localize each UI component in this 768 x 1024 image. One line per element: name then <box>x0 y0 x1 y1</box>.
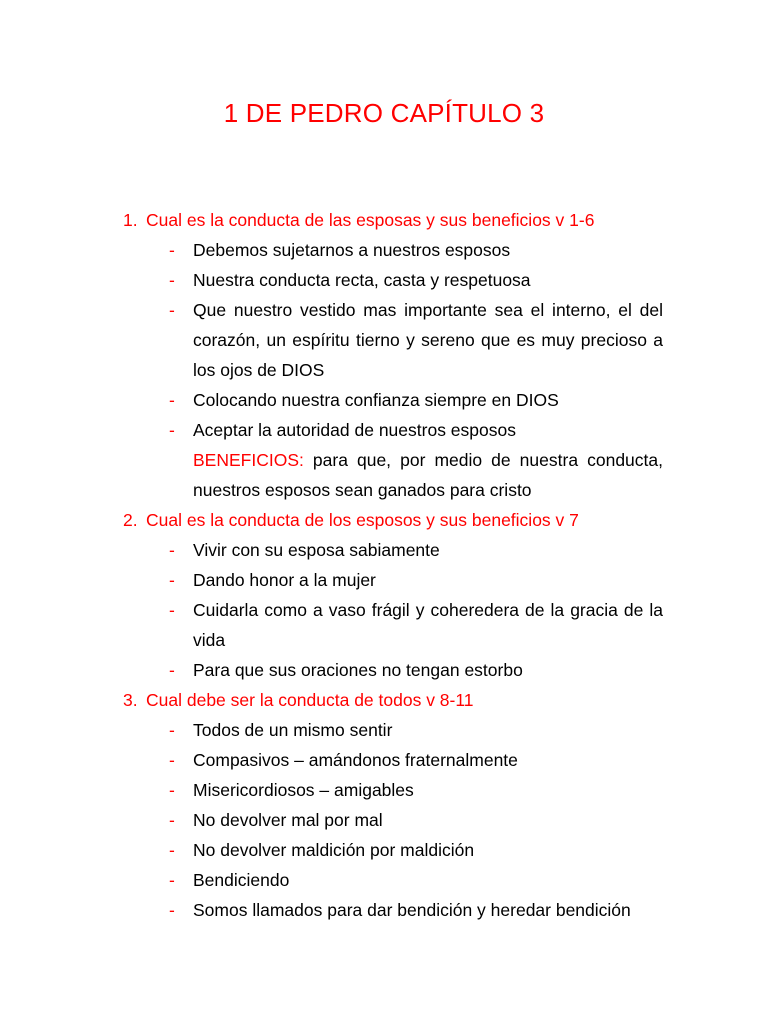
bullet-dash: - <box>169 720 175 740</box>
bullet-dash: - <box>169 300 175 320</box>
list-item <box>123 295 663 385</box>
benefits-text: para que, por medio de nuestra conducta, nuestros esposos sean ganados para cristo <box>193 450 663 500</box>
list-item-text: Debemos sujetarnos a nuestros esposos <box>193 240 511 260</box>
bullet-dash: - <box>169 240 175 260</box>
section-heading <box>123 685 663 715</box>
section-2 <box>123 505 663 685</box>
section-number: 2. <box>123 510 138 530</box>
bullet-dash: - <box>169 390 175 410</box>
bullet-dash: - <box>169 600 175 620</box>
list-item <box>123 835 663 865</box>
section-heading <box>123 505 663 535</box>
list-item <box>123 865 663 895</box>
bullet-dash: - <box>169 270 175 290</box>
list-item-text: No devolver maldición por maldición <box>193 840 475 860</box>
list-item-text: Misericordiosos – amigables <box>193 780 414 800</box>
list-item-text: Para que sus oraciones no tengan estorbo <box>193 660 523 680</box>
list-item-text: Aceptar la autoridad de nuestros esposos <box>193 420 516 440</box>
list-item <box>123 535 663 565</box>
list-item <box>123 715 663 745</box>
list-item-text: No devolver mal por mal <box>193 810 383 830</box>
list-item <box>123 775 663 805</box>
list-item <box>123 235 663 265</box>
list-item <box>123 655 663 685</box>
bullet-dash: - <box>169 810 175 830</box>
section-number: 1. <box>123 210 138 230</box>
section-3 <box>123 685 663 925</box>
benefits-paragraph <box>123 445 663 505</box>
bullet-list <box>123 235 663 445</box>
bullet-list <box>123 715 663 925</box>
list-item <box>123 745 663 775</box>
bullet-dash: - <box>169 420 175 440</box>
bullet-dash: - <box>169 660 175 680</box>
bullet-dash: - <box>169 780 175 800</box>
list-item-text: Vivir con su esposa sabiamente <box>193 540 440 560</box>
list-item <box>123 415 663 445</box>
list-item-text: Compasivos – amándonos fraternalmente <box>193 750 518 770</box>
bullet-dash: - <box>169 540 175 560</box>
bullet-dash: - <box>169 750 175 770</box>
bullet-dash: - <box>169 870 175 890</box>
list-item <box>123 565 663 595</box>
list-item <box>123 595 663 655</box>
list-item-text: Que nuestro vestido mas importante sea el interno, el del corazón, un espíritu tierno y sereno que es muy precioso a los ojos de DIOS <box>193 300 663 380</box>
bullet-dash: - <box>169 900 175 920</box>
bullet-dash: - <box>169 840 175 860</box>
list-item <box>123 385 663 415</box>
list-item <box>123 265 663 295</box>
document-content <box>123 205 663 925</box>
section-heading-text: Cual debe ser la conducta de todos v 8-11 <box>146 690 474 710</box>
list-item-text: Somos llamados para dar bendición y heredar bendición <box>193 900 631 920</box>
benefits-label: BENEFICIOS: <box>193 450 304 470</box>
bullet-list <box>123 535 663 685</box>
list-item-text: Todos de un mismo sentir <box>193 720 393 740</box>
section-heading-text: Cual es la conducta de las esposas y sus beneficios v 1-6 <box>146 210 595 230</box>
bullet-dash: - <box>169 570 175 590</box>
document-title: 1 DE PEDRO CAPÍTULO 3 <box>223 98 545 128</box>
section-heading <box>123 205 663 235</box>
list-item-text: Cuidarla como a vaso frágil y coheredera de la gracia de la vida <box>193 600 663 650</box>
list-item-text: Colocando nuestra confianza siempre en DIOS <box>193 390 559 410</box>
list-item <box>123 895 663 925</box>
section-number: 3. <box>123 690 138 710</box>
list-item <box>123 805 663 835</box>
section-1 <box>123 205 663 505</box>
list-item-text: Bendiciendo <box>193 870 290 890</box>
section-heading-text: Cual es la conducta de los esposos y sus beneficios v 7 <box>146 510 579 530</box>
list-item-text: Nuestra conducta recta, casta y respetuosa <box>193 270 531 290</box>
list-item-text: Dando honor a la mujer <box>193 570 376 590</box>
